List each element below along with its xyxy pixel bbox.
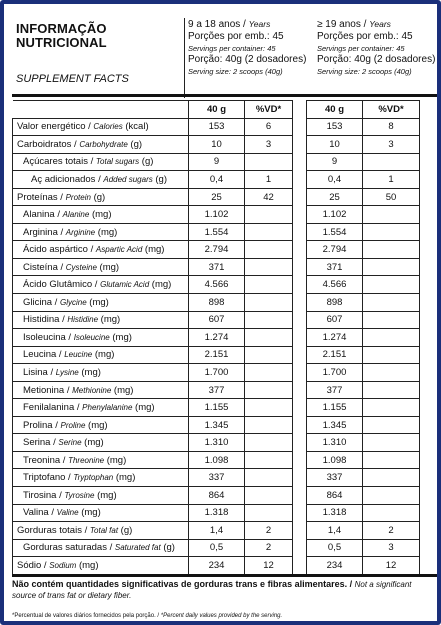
nutrient-name-en: Protein <box>65 192 91 202</box>
nutrient-row <box>13 258 420 276</box>
nutrient-row <box>13 434 420 452</box>
nutrient-row <box>13 294 420 312</box>
nutrient-name-pt: Arginina / <box>23 226 66 238</box>
nutrient-name-pt: Ácido Glutâmico / <box>23 279 101 291</box>
nutrient-unit: (mg) <box>96 261 120 273</box>
value-vd-b: 12 <box>363 557 420 575</box>
value-qty-b: 371 <box>307 258 363 276</box>
nutrient-name-en: Methionine <box>72 385 112 395</box>
nutrient-name-pt: Valina / <box>23 507 57 519</box>
nutrient-unit: (mg) <box>109 331 132 343</box>
label-title <box>16 22 107 50</box>
nutrient-unit: (mg) <box>78 507 101 519</box>
nutrient-name-pt: Alanina / <box>23 209 63 221</box>
nutrient-name-en: Tryptophan <box>73 473 114 483</box>
value-qty-a: 10 <box>189 136 245 154</box>
value-vd-b <box>363 416 420 434</box>
nutrient-name-en: Proline <box>60 420 86 430</box>
nutrient-row <box>13 118 420 136</box>
nutrient-unit: (mg) <box>132 402 155 414</box>
nutrient-name-en: Serine <box>58 438 82 448</box>
nutrient-name-pt: Serina / <box>23 437 59 449</box>
nutrient-name-en: Aspartic Acid <box>95 245 143 255</box>
value-qty-b: 234 <box>307 557 363 575</box>
nutrient-name-en: Total sugars <box>95 157 140 167</box>
value-vd-b <box>363 329 420 347</box>
nutrient-name <box>13 381 189 399</box>
column-gap <box>293 539 307 557</box>
value-vd-b <box>363 451 420 469</box>
nutrient-name-pt: Açúcares totais / <box>23 156 96 168</box>
value-qty-b: 864 <box>307 487 363 505</box>
nutrient-unit: (g) <box>160 542 175 554</box>
nutrient-unit: (mg) <box>94 489 117 501</box>
nutrient-name <box>13 557 189 575</box>
value-vd-b <box>363 434 420 452</box>
nutrient-name <box>13 118 189 136</box>
value-vd-b: 3 <box>363 136 420 154</box>
nutrient-row <box>13 522 420 540</box>
nutrient-unit: (mg) <box>89 209 112 221</box>
nutrient-name <box>13 399 189 417</box>
nutrient-row <box>13 381 420 399</box>
nutrient-name-en: Glutamic Acid <box>100 280 150 290</box>
column-gap <box>293 294 307 312</box>
value-qty-a: 607 <box>189 311 245 329</box>
nutrient-row <box>13 451 420 469</box>
nutrient-row <box>13 557 420 575</box>
value-qty-b: 1.700 <box>307 364 363 382</box>
value-qty-a: 1.345 <box>189 416 245 434</box>
nutrient-row <box>13 276 420 294</box>
value-vd-a: 6 <box>245 118 293 136</box>
servings-per-pack: Porções por emb.: 45 <box>317 31 413 42</box>
table-header-row <box>13 101 420 119</box>
trans-fat-note-en: Not a significant source of trans fat or dietary fiber. <box>12 580 412 600</box>
nutrient-name <box>13 311 189 329</box>
column-gap <box>293 276 307 294</box>
value-vd-a <box>245 223 293 241</box>
nutrient-row <box>13 206 420 224</box>
value-vd-b: 8 <box>363 118 420 136</box>
value-vd-a <box>245 381 293 399</box>
value-vd-a: 1 <box>245 171 293 189</box>
serving-size: Serving size: 2 scoops (40g) <box>317 67 412 76</box>
value-vd-b: 50 <box>363 188 420 206</box>
value-qty-a: 4.566 <box>189 276 245 294</box>
nutrient-name-en: Histidine <box>67 315 99 325</box>
servings-per-pack: Porções por emb.: 45 <box>188 31 284 42</box>
value-qty-b: 0,5 <box>307 539 363 557</box>
value-vd-a <box>245 346 293 364</box>
value-vd-a <box>245 241 293 259</box>
value-qty-b: 2.794 <box>307 241 363 259</box>
nutrient-unit: (mg) <box>111 384 134 396</box>
value-vd-b <box>363 153 420 171</box>
header-rule <box>12 94 437 97</box>
nutrient-name-pt: Cisteína / <box>23 261 66 273</box>
nutrition-table <box>12 100 420 575</box>
nutrient-name <box>13 329 189 347</box>
value-vd-b <box>363 469 420 487</box>
nutrient-name-en: Calories <box>93 122 123 132</box>
value-qty-b: 1.155 <box>307 399 363 417</box>
nutrient-name-en: Saturated fat <box>114 543 161 553</box>
nutrient-name <box>13 522 189 540</box>
header-divider <box>184 18 185 98</box>
value-vd-a <box>245 153 293 171</box>
servings-per-container: Servings per container: 45 <box>317 44 405 53</box>
nutrient-name <box>13 294 189 312</box>
nutrient-name <box>13 539 189 557</box>
value-qty-b: 153 <box>307 118 363 136</box>
value-vd-a <box>245 329 293 347</box>
nutrient-row <box>13 311 420 329</box>
value-vd-b <box>363 276 420 294</box>
nutrient-unit: (g) <box>152 173 167 185</box>
value-vd-a <box>245 206 293 224</box>
nutrient-name <box>13 364 189 382</box>
nutrient-name <box>13 434 189 452</box>
nutrient-unit: (g) <box>139 156 154 168</box>
column-gap <box>293 557 307 575</box>
nutrient-name-en: Valine <box>56 508 79 518</box>
value-vd-b <box>363 258 420 276</box>
nutrient-name-pt: Ácido aspártico / <box>23 244 96 256</box>
label-subtitle: SUPPLEMENT FACTS <box>16 73 129 85</box>
value-qty-a: 337 <box>189 469 245 487</box>
value-qty-b: 337 <box>307 469 363 487</box>
nutrient-row <box>13 188 420 206</box>
nutrient-row <box>13 223 420 241</box>
value-qty-a: 1.700 <box>189 364 245 382</box>
value-vd-a: 3 <box>245 136 293 154</box>
value-qty-b: 898 <box>307 294 363 312</box>
nutrient-name-en: Sodium <box>49 560 77 570</box>
nutrient-unit: (mg) <box>81 437 104 449</box>
value-vd-a <box>245 364 293 382</box>
value-vd-a: 2 <box>245 539 293 557</box>
column-gap <box>293 188 307 206</box>
nutrition-table-body <box>13 101 420 575</box>
nutrient-name-pt: Leucina / <box>23 349 65 361</box>
value-vd-b <box>363 294 420 312</box>
value-vd-a <box>245 258 293 276</box>
value-vd-b <box>363 487 420 505</box>
value-vd-b <box>363 346 420 364</box>
value-vd-a <box>245 504 293 522</box>
value-vd-a <box>245 469 293 487</box>
footer-rule <box>12 574 437 577</box>
value-vd-b <box>363 241 420 259</box>
value-qty-b: 1.345 <box>307 416 363 434</box>
value-vd-a <box>245 276 293 294</box>
nutrient-name-en: Glycine <box>59 297 87 307</box>
nutrient-name <box>13 241 189 259</box>
value-vd-b: 2 <box>363 522 420 540</box>
nutrient-name-en: Leucine <box>64 350 93 360</box>
nutrient-name <box>13 258 189 276</box>
servings-per-container: Servings per container: 45 <box>188 44 276 53</box>
column-gap <box>293 241 307 259</box>
value-vd-b: 3 <box>363 539 420 557</box>
nutrient-row <box>13 153 420 171</box>
value-vd-a <box>245 399 293 417</box>
value-vd-b <box>363 223 420 241</box>
value-qty-b: 2.151 <box>307 346 363 364</box>
nutrient-row <box>13 469 420 487</box>
value-vd-b <box>363 399 420 417</box>
nutrient-name <box>13 171 189 189</box>
value-qty-a: 2.151 <box>189 346 245 364</box>
nutrient-unit: (mg) <box>98 314 121 326</box>
nutrient-name-en: Arginine <box>65 227 96 237</box>
portion-size: Porção: 40g (2 dosadores) <box>317 54 436 65</box>
nutrient-name <box>13 136 189 154</box>
value-qty-b: 0,4 <box>307 171 363 189</box>
column-gap <box>293 399 307 417</box>
value-qty-b: 9 <box>307 153 363 171</box>
column-gap <box>293 206 307 224</box>
nutrient-name-pt: Metionina / <box>23 384 73 396</box>
nutrient-name-pt: Prolina / <box>23 419 61 431</box>
nutrient-row <box>13 364 420 382</box>
nutrient-name-pt: Proteínas / <box>17 191 66 203</box>
nutrient-name <box>13 276 189 294</box>
nutrient-name-pt: Carboidratos / <box>17 138 80 150</box>
value-qty-a: 234 <box>189 557 245 575</box>
nutrient-unit: (mg) <box>142 244 165 256</box>
portion-size: Porção: 40g (2 dosadores) <box>188 54 307 65</box>
nutrient-name-en: Isoleucine <box>73 332 110 342</box>
nutrient-row <box>13 136 420 154</box>
value-qty-a: 898 <box>189 294 245 312</box>
nutrient-name-en: Tyrosine <box>64 490 95 500</box>
value-qty-b: 1.554 <box>307 223 363 241</box>
nutrient-name-pt: Fenilalanina / <box>23 402 83 414</box>
value-qty-a: 1.310 <box>189 434 245 452</box>
serving-info-age-19-plus <box>317 18 441 77</box>
nutrient-name-pt: Gorduras saturadas / <box>23 542 115 554</box>
nutrient-name <box>13 451 189 469</box>
column-gap <box>293 136 307 154</box>
nutrient-name-pt: Sódio / <box>17 559 50 571</box>
value-qty-b: 10 <box>307 136 363 154</box>
value-vd-b <box>363 206 420 224</box>
nutrient-row <box>13 171 420 189</box>
nutrient-name-pt: Tirosina / <box>23 489 65 501</box>
nutrient-name-en: Phenylalanine <box>82 403 133 413</box>
column-gap <box>293 487 307 505</box>
nutrient-unit: (mg) <box>113 472 136 484</box>
column-gap <box>293 434 307 452</box>
trans-fat-note-pt: Não contém quantidades significativas de gorduras trans e fibras alimentares. / <box>12 579 355 589</box>
nutrient-name <box>13 346 189 364</box>
value-vd-b <box>363 504 420 522</box>
nutrient-name-en: Lysine <box>55 367 79 377</box>
value-vd-a <box>245 416 293 434</box>
column-gap <box>293 223 307 241</box>
title-line-2: NUTRICIONAL <box>16 35 107 50</box>
value-vd-b <box>363 381 420 399</box>
daily-value-note-en: *Percent daily values provided by the serving. <box>160 613 283 619</box>
nutrient-name-en: Total fat <box>89 525 119 535</box>
column-gap <box>293 329 307 347</box>
value-vd-a <box>245 487 293 505</box>
value-qty-a: 1.102 <box>189 206 245 224</box>
value-vd-a <box>245 311 293 329</box>
nutrient-row <box>13 329 420 347</box>
value-vd-a <box>245 434 293 452</box>
column-gap <box>293 171 307 189</box>
nutrient-unit: (g) <box>90 191 106 203</box>
nutrient-name-pt: Treonina / <box>23 454 69 466</box>
value-vd-b: 1 <box>363 171 420 189</box>
age-range-label-en: Years <box>248 19 271 29</box>
nutrient-name <box>13 206 189 224</box>
value-qty-a: 153 <box>189 118 245 136</box>
value-qty-b: 1.102 <box>307 206 363 224</box>
column-gap <box>293 311 307 329</box>
nutrient-name-pt: Isoleucina / <box>23 331 74 343</box>
column-gap <box>293 364 307 382</box>
nutrient-row <box>13 487 420 505</box>
column-gap <box>293 346 307 364</box>
value-vd-a <box>245 451 293 469</box>
value-qty-a: 0,5 <box>189 539 245 557</box>
nutrient-name <box>13 469 189 487</box>
nutrient-unit: (mg) <box>104 454 127 466</box>
value-qty-b: 1.318 <box>307 504 363 522</box>
nutrient-unit: (mg) <box>76 559 99 571</box>
nutrient-name-en: Alanine <box>62 210 90 220</box>
nutrient-name-en: Cysteine <box>65 262 97 272</box>
nutrient-name <box>13 223 189 241</box>
col-header-vd-a: %VD* <box>245 101 293 119</box>
nutrient-unit: (mg) <box>86 296 109 308</box>
value-vd-b <box>363 311 420 329</box>
value-qty-b: 1,4 <box>307 522 363 540</box>
value-qty-b: 1.274 <box>307 329 363 347</box>
column-gap <box>293 416 307 434</box>
value-qty-a: 25 <box>189 188 245 206</box>
header-spacer <box>13 101 189 119</box>
nutrient-name <box>13 487 189 505</box>
nutrient-name-pt: Glicina / <box>23 296 60 308</box>
nutrient-name <box>13 416 189 434</box>
value-qty-a: 864 <box>189 487 245 505</box>
column-gap <box>293 118 307 136</box>
serving-size: Serving size: 2 scoops (40g) <box>188 67 283 76</box>
column-gap <box>293 101 307 119</box>
column-gap <box>293 504 307 522</box>
value-qty-b: 377 <box>307 381 363 399</box>
nutrient-name-pt: Gorduras totais / <box>17 524 90 536</box>
value-qty-a: 0,4 <box>189 171 245 189</box>
nutrient-unit: (g) <box>127 138 143 150</box>
value-qty-b: 1.310 <box>307 434 363 452</box>
col-header-qty-b: 40 g <box>307 101 363 119</box>
trans-fat-note <box>12 579 437 601</box>
nutrient-unit: (mg) <box>95 226 118 238</box>
nutrient-row <box>13 539 420 557</box>
value-qty-a: 1.554 <box>189 223 245 241</box>
value-qty-a: 1.098 <box>189 451 245 469</box>
nutrient-name <box>13 153 189 171</box>
label-header <box>12 14 437 90</box>
nutrient-unit: (mg) <box>78 366 101 378</box>
age-range-label-en: Years <box>369 19 391 29</box>
column-gap <box>293 381 307 399</box>
value-vd-a: 2 <box>245 522 293 540</box>
daily-value-note <box>12 613 437 619</box>
col-header-vd-b: %VD* <box>363 101 420 119</box>
age-range-label: ≥ 19 anos / <box>317 19 370 30</box>
nutrient-unit: (mg) <box>92 349 115 361</box>
column-gap <box>293 258 307 276</box>
column-gap <box>293 451 307 469</box>
nutrient-row <box>13 346 420 364</box>
value-vd-b <box>363 364 420 382</box>
nutrient-name <box>13 504 189 522</box>
age-range-label: 9 a 18 anos / <box>188 19 249 30</box>
column-gap <box>293 153 307 171</box>
nutrient-unit: (kcal) <box>122 121 149 133</box>
value-qty-b: 25 <box>307 188 363 206</box>
value-qty-b: 607 <box>307 311 363 329</box>
value-qty-a: 9 <box>189 153 245 171</box>
value-vd-a: 42 <box>245 188 293 206</box>
value-qty-a: 1.318 <box>189 504 245 522</box>
nutrient-row <box>13 416 420 434</box>
value-qty-a: 2.794 <box>189 241 245 259</box>
value-qty-b: 4.566 <box>307 276 363 294</box>
value-qty-a: 1.274 <box>189 329 245 347</box>
nutrient-name-pt: Aç adicionados / <box>31 173 104 185</box>
nutrient-unit: (g) <box>118 524 133 536</box>
value-qty-b: 1.098 <box>307 451 363 469</box>
value-qty-a: 1.155 <box>189 399 245 417</box>
nutrient-unit: (mg) <box>85 419 108 431</box>
daily-value-note-pt: *Percentual de valores diários fornecidos pela porção. / <box>12 613 161 619</box>
value-vd-a <box>245 294 293 312</box>
column-gap <box>293 522 307 540</box>
serving-info-age-9-18 <box>188 18 318 77</box>
nutrient-name-pt: Valor energético / <box>17 121 94 133</box>
value-vd-a: 12 <box>245 557 293 575</box>
col-header-qty-a: 40 g <box>189 101 245 119</box>
nutrient-name-pt: Triptofano / <box>23 472 74 484</box>
nutrient-name-en: Added sugars <box>103 174 153 184</box>
nutrient-name <box>13 188 189 206</box>
title-line-1: INFORMAÇÃO <box>16 21 107 36</box>
nutrient-row <box>13 504 420 522</box>
nutrient-name-pt: Histidina / <box>23 314 68 326</box>
nutrient-name-en: Carbohydrate <box>79 139 128 149</box>
nutrient-row <box>13 399 420 417</box>
nutrient-unit: (mg) <box>149 279 172 291</box>
nutrient-name-pt: Lisina / <box>23 366 56 378</box>
value-qty-a: 371 <box>189 258 245 276</box>
column-gap <box>293 469 307 487</box>
nutrient-name-en: Threonine <box>68 455 105 465</box>
value-qty-a: 377 <box>189 381 245 399</box>
nutrient-row <box>13 241 420 259</box>
value-qty-a: 1,4 <box>189 522 245 540</box>
